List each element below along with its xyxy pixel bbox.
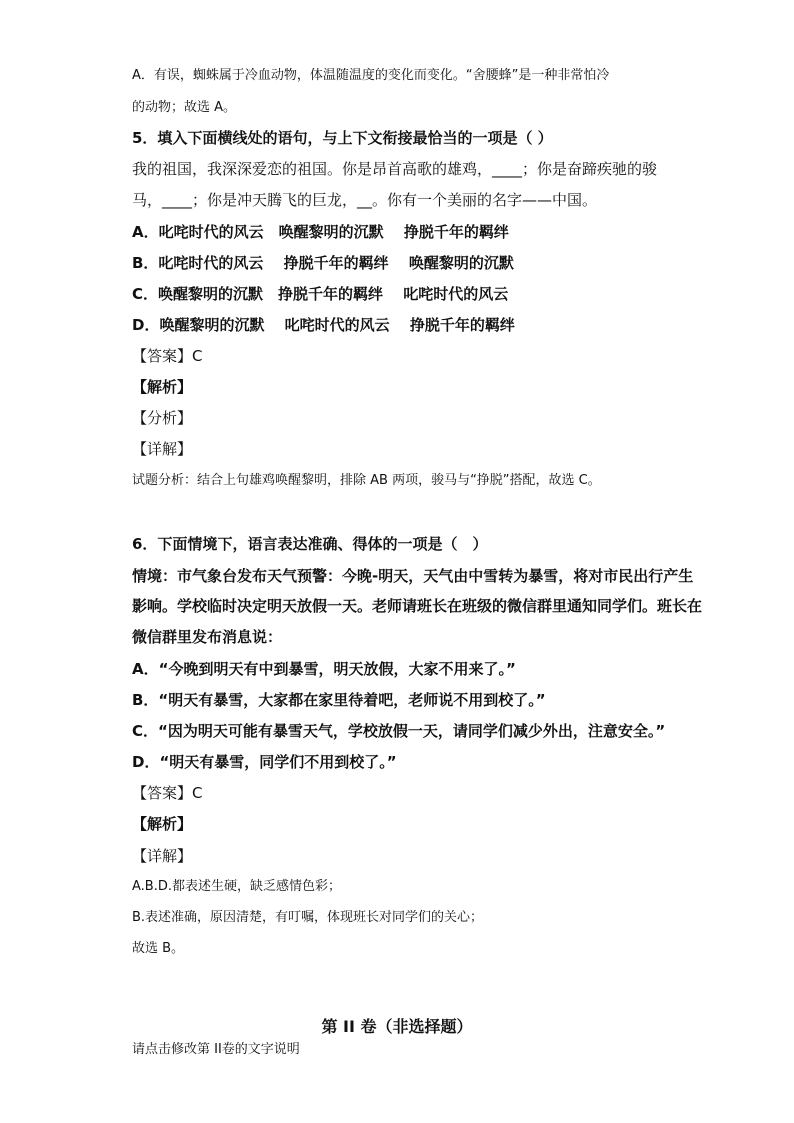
text-line: A.B.D.都表述生硬，缺乏感情色彩； — [132, 879, 341, 894]
option-c: C．唤醒黎明的沉默 挣脱千年的羁绊 叱咤时代的风云 — [132, 285, 509, 303]
option-d: D．唤醒黎明的沉默 叱咤时代的风云 挣脱千年的羁绊 — [132, 316, 515, 334]
analysis-label: 【解析】 — [132, 378, 193, 396]
section-note: 请点击修改第 II卷的文字说明 — [132, 1042, 300, 1057]
answer-label: 【答案】C — [132, 784, 203, 802]
text-line: 微信群里发布消息说： — [132, 628, 283, 646]
answer-label: 【答案】C — [132, 347, 203, 365]
analysis-label: 【解析】 — [132, 815, 193, 833]
option-a: A．“今晚到明天有中到暴雪，明天放假，大家不用来了。” — [132, 660, 516, 678]
detail-label: 【详解】 — [132, 440, 193, 458]
analysis-sub-label: 【分析】 — [132, 409, 193, 427]
text-line: 影响。学校临时决定明天放假一天。老师请班长在班级的微信群里通知同学们。班长在 — [132, 597, 703, 615]
text-line: B.表述准确，原因清楚，有叮嘱，体现班长对同学们的关心； — [132, 910, 484, 925]
text-line: A．有误，蜘蛛属于冷血动物，体温随温度的变化而变化。“舍腰蜂”是一种非常怕冷 — [132, 68, 610, 83]
question-6-stem: 6．下面情境下，语言表达准确、得体的一项是（ ） — [132, 535, 488, 553]
question-5-stem: 5．填入下面横线处的语句，与上下文衔接最恰当的一项是（ ） — [132, 129, 553, 147]
option-d: D．“明天有暴雪，同学们不用到校了。” — [132, 753, 397, 771]
text-line: 的动物；故选 A。 — [132, 100, 237, 115]
text-line: 故选 B。 — [132, 941, 185, 956]
option-b: B．“明天有暴雪，大家都在家里待着吧，老师说不用到校了。” — [132, 691, 546, 709]
text-line: 马，____；你是冲天腾飞的巨龙，__。你有一个美丽的名字——中国。 — [132, 191, 598, 209]
option-b: B．叱咤时代的风云 挣脱千年的羁绊 唤醒黎明的沉默 — [132, 254, 514, 272]
text-line: 我的祖国，我深深爱恋的祖国。你是昂首高歌的雄鸡，____；你是奋蹄疾驰的骏 — [132, 160, 658, 178]
text-line: 情境：市气象台发布天气预警：今晚-明天，天气由中雪转为暴雪，将对市民出行产生 — [132, 567, 694, 585]
option-a: A．叱咤时代的风云 唤醒黎明的沉默 挣脱千年的羁绊 — [132, 223, 509, 241]
section-title: 第 II 卷（非选择题） — [321, 1017, 473, 1036]
option-c: C．“因为明天可能有暴雪天气，学校放假一天，请同学们减少外出，注意安全。” — [132, 722, 666, 740]
detail-label: 【详解】 — [132, 847, 193, 865]
text-line: 试题分析：结合上句雄鸡唤醒黎明，排除 AB 两项，骏马与“挣脱”搭配，故选 C。 — [132, 473, 601, 488]
